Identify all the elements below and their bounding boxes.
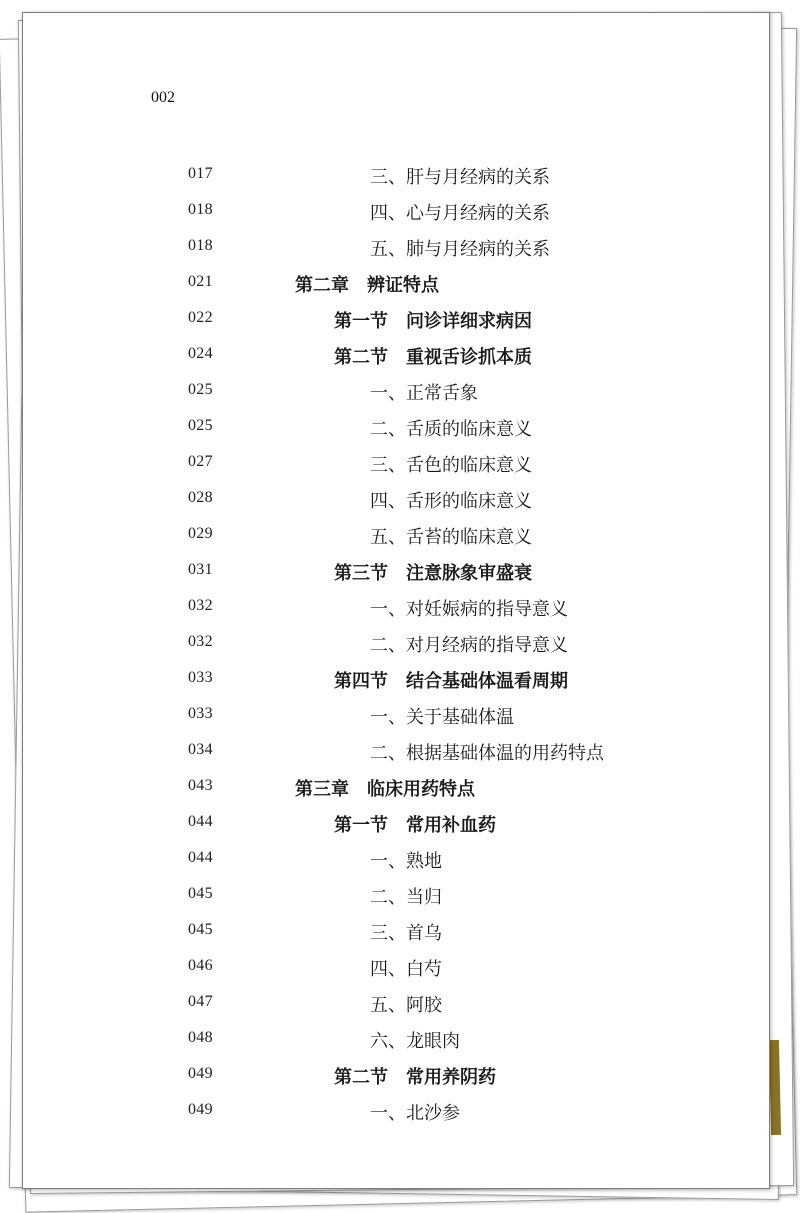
toc-entry (23, 1057, 769, 1093)
toc-entry (23, 661, 769, 697)
toc-section-label: 第四节 (334, 671, 388, 692)
toc-entry-text: 二、舌质的临床意义 (370, 419, 532, 440)
toc-subsection-title (370, 919, 442, 945)
toc-entry (23, 517, 769, 553)
toc-entry-text: 注意脉象审盛衰 (406, 563, 532, 584)
toc-subsection-title (370, 235, 550, 261)
toc-entry (23, 229, 769, 265)
toc-entry-text: 三、舌色的临床意义 (370, 455, 532, 476)
toc-entry (23, 1093, 769, 1129)
toc-chapter-label: 第二章 (295, 275, 349, 296)
toc-entry-text: 一、关于基础体温 (370, 707, 514, 728)
toc-entry (23, 841, 769, 877)
toc-entry (23, 193, 769, 229)
toc-entry (23, 949, 769, 985)
toc-entry-text: 一、北沙参 (370, 1103, 460, 1124)
toc-entry-text: 常用补血药 (406, 815, 496, 836)
toc-page-number: 021 (188, 273, 213, 290)
toc-page-number: 044 (188, 849, 213, 866)
toc-subsection-title (370, 991, 442, 1017)
toc-page-number: 024 (188, 345, 213, 362)
toc-subsection-title (370, 199, 550, 225)
toc-entry (23, 697, 769, 733)
toc-subsection-title (370, 1027, 460, 1053)
toc-entry-text: 结合基础体温看周期 (406, 671, 568, 692)
toc-entry (23, 157, 769, 193)
toc-page-number: 034 (188, 741, 213, 758)
toc-chapter-title (295, 775, 475, 801)
toc-entry-text: 常用养阴药 (406, 1067, 496, 1088)
toc-entry-text: 五、阿胶 (370, 995, 442, 1016)
toc-page-number: 031 (188, 561, 213, 578)
toc-entry (23, 409, 769, 445)
toc-page-number: 044 (188, 813, 213, 830)
toc-section-title (334, 1063, 496, 1089)
toc-subsection-title (370, 631, 568, 657)
toc-page-number: 045 (188, 885, 213, 902)
toc-entry-text: 问诊详细求病因 (406, 311, 532, 332)
toc-page-number: 033 (188, 705, 213, 722)
toc-page-number: 033 (188, 669, 213, 686)
toc-entry (23, 481, 769, 517)
toc-entry-text: 五、舌苔的临床意义 (370, 527, 532, 548)
toc-entry (23, 445, 769, 481)
toc-entry-text: 五、肺与月经病的关系 (370, 239, 550, 260)
toc-subsection-title (370, 703, 514, 729)
toc-page-number: 018 (188, 237, 213, 254)
toc-page-number: 029 (188, 525, 213, 542)
toc-page-number: 048 (188, 1029, 213, 1046)
toc-subsection-title (370, 487, 532, 513)
toc-page-number: 032 (188, 597, 213, 614)
toc-entry (23, 877, 769, 913)
toc-page-number: 018 (188, 201, 213, 218)
toc-chapter-label: 第三章 (295, 779, 349, 800)
toc-page-number: 049 (188, 1065, 213, 1082)
toc-entry (23, 265, 769, 301)
toc-page-number: 027 (188, 453, 213, 470)
toc-page-number: 025 (188, 417, 213, 434)
toc-entry (23, 373, 769, 409)
toc-chapter-title (295, 271, 439, 297)
page-number: 002 (151, 89, 175, 106)
toc-entry (23, 301, 769, 337)
toc-subsection-title (370, 595, 568, 621)
toc-entry-text: 四、心与月经病的关系 (370, 203, 550, 224)
toc-page-number: 028 (188, 489, 213, 506)
toc-subsection-title (370, 451, 532, 477)
toc-subsection-title (370, 379, 478, 405)
toc-entry-text: 四、白芍 (370, 959, 442, 980)
toc-subsection-title (370, 1099, 460, 1125)
toc-page-number: 047 (188, 993, 213, 1010)
toc-entry-text: 二、当归 (370, 887, 442, 908)
toc-entry-text: 重视舌诊抓本质 (406, 347, 532, 368)
toc-entry-text: 辨证特点 (367, 275, 439, 296)
toc-entry (23, 337, 769, 373)
toc-entry-text: 二、根据基础体温的用药特点 (370, 743, 604, 764)
toc-entry-text: 二、对月经病的指导意义 (370, 635, 568, 656)
toc-section-title (334, 559, 532, 585)
toc-page-number: 017 (188, 165, 213, 182)
toc-subsection-title (370, 163, 550, 189)
toc-section-title (334, 811, 496, 837)
toc-section-title (334, 343, 532, 369)
toc-section-title (334, 667, 568, 693)
document-page (22, 12, 770, 1189)
toc-page-number: 049 (188, 1101, 213, 1118)
toc-entry-text: 三、肝与月经病的关系 (370, 167, 550, 188)
toc-entry-text: 一、正常舌象 (370, 383, 478, 404)
toc-section-label: 第一节 (334, 311, 388, 332)
toc-entry (23, 589, 769, 625)
toc-entry (23, 769, 769, 805)
toc-subsection-title (370, 739, 604, 765)
toc-entry (23, 913, 769, 949)
toc-entry-text: 四、舌形的临床意义 (370, 491, 532, 512)
toc-entry-text: 临床用药特点 (367, 779, 475, 800)
toc-entry (23, 553, 769, 589)
toc-entry (23, 733, 769, 769)
toc-entry-text: 三、首乌 (370, 923, 442, 944)
toc-entry (23, 985, 769, 1021)
toc-entry-text: 一、熟地 (370, 851, 442, 872)
toc-subsection-title (370, 415, 532, 441)
book-cover-edge-right (769, 1040, 781, 1135)
toc-subsection-title (370, 883, 442, 909)
toc-entry (23, 1021, 769, 1057)
toc-subsection-title (370, 523, 532, 549)
toc-entry (23, 625, 769, 661)
toc-page-number: 025 (188, 381, 213, 398)
toc-page-number: 032 (188, 633, 213, 650)
toc-section-label: 第一节 (334, 815, 388, 836)
toc-page-number: 045 (188, 921, 213, 938)
toc-entry-text: 六、龙眼肉 (370, 1031, 460, 1052)
toc-section-label: 第二节 (334, 347, 388, 368)
toc-section-label: 第二节 (334, 1067, 388, 1088)
toc-page-number: 043 (188, 777, 213, 794)
toc-subsection-title (370, 847, 442, 873)
toc-section-label: 第三节 (334, 563, 388, 584)
toc-entry (23, 805, 769, 841)
toc-section-title (334, 307, 532, 333)
toc-subsection-title (370, 955, 442, 981)
toc-page-number: 022 (188, 309, 213, 326)
table-of-contents (23, 157, 769, 1129)
toc-page-number: 046 (188, 957, 213, 974)
toc-entry-text: 一、对妊娠病的指导意义 (370, 599, 568, 620)
